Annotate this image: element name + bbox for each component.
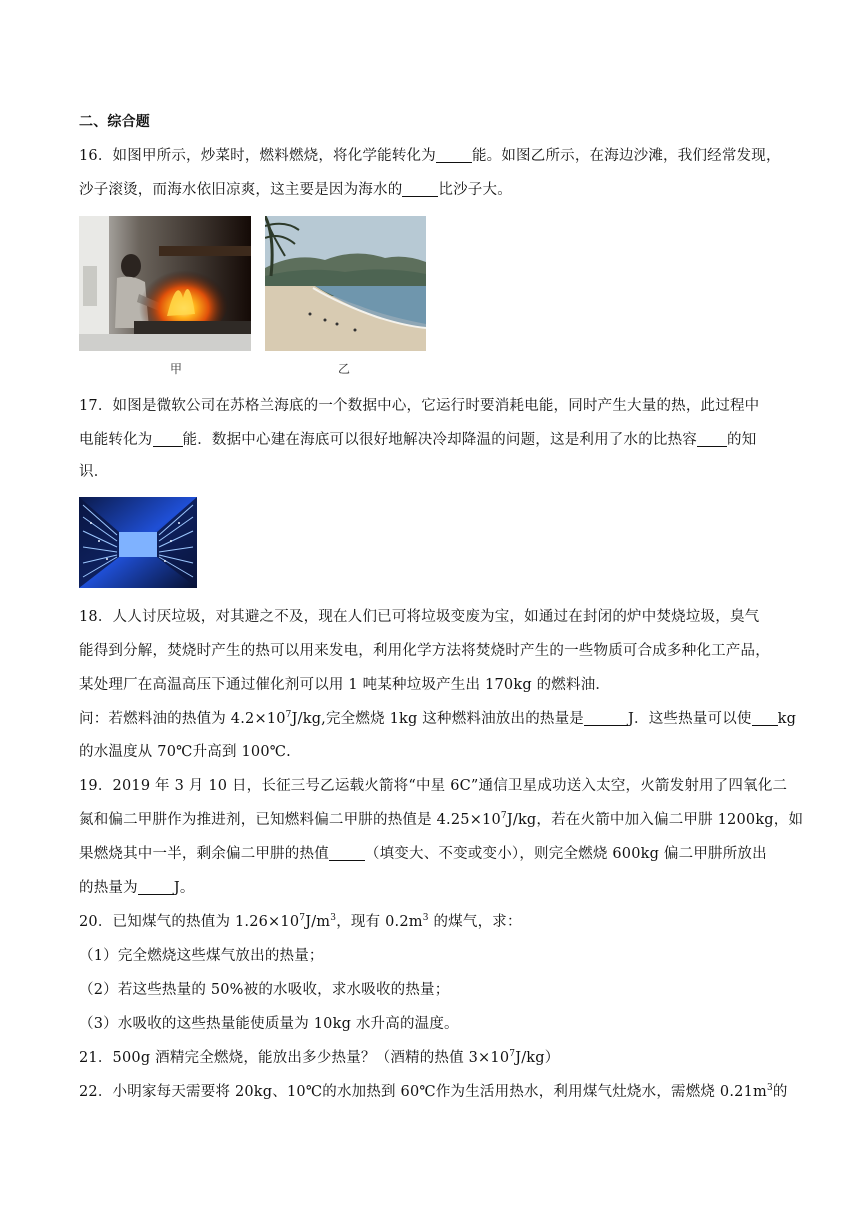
data-center-photo — [79, 497, 197, 588]
q16-line-1: 16．如图甲所示，炒菜时，燃料燃烧，将化学能转化为 能。如图乙所示，在海边沙滩，我们经常发现， — [79, 148, 781, 164]
q21-line-1: 21．500g 酒精完全燃烧，能放出多少热量？（酒精的热值 $3\times 10^7J/kg$） — [79, 1049, 560, 1066]
answer-blank — [752, 711, 778, 726]
q19-line-4: 的热量为 J。 — [79, 880, 195, 896]
caption-a: 甲 — [169, 362, 182, 376]
q16-line-2: 沙子滚烫，而海水依旧凉爽，这主要是因为海水的 比沙子大。 — [79, 182, 512, 198]
q20-line-1: 20．已知煤气的热值为 $1.26\times 10^7J/m^3$，现有 $0.2m^3$ 的煤气，求： — [79, 913, 522, 930]
answer-blank — [584, 711, 628, 726]
q17-line-2: 电能转化为 能．数据中心建在海底可以很好地解决冷却降温的问题，这是利用了水的比热容 的知 — [79, 432, 757, 448]
q17-line-1: 17．如图是微软公司在苏格兰海底的一个数据中心，它运行时要消耗电能，同时产生大量的热，此过程中 — [79, 398, 760, 414]
q18-line-3: 某处理厂在高温高压下通过催化剂可以用 1 吨某种垃圾产生出 170kg 的燃料油． — [79, 677, 611, 693]
beach-photo — [265, 216, 426, 351]
q22-line-1: 22．小明家每天需要将 20kg、10℃的水加热到 60℃作为生活用热水，利用煤气灶烧水，需燃烧 $0.21m^3$的 — [79, 1083, 788, 1100]
cooking-fire-photo — [79, 216, 251, 351]
section-title: 二、综合题 — [79, 114, 150, 130]
q19-line-3: 果燃烧其中一半，剩余偏二甲肼的热值 （填变大、不变或变小），则完全燃烧 600kg 偏二甲肼所放出 — [79, 846, 767, 862]
q17-line-3: 识． — [79, 464, 109, 480]
q18-line-5: 的水温度从 70℃升高到 100℃. — [79, 744, 291, 760]
q19-line-2: 氮和偏二甲肼作为推进剂，已知燃料偏二甲肼的热值是 $4.25\times 10^7J/kg$，若在火箭中加入偏二甲肼 1200kg，如 — [79, 811, 804, 828]
caption-b: 乙 — [337, 362, 350, 376]
answer-blank — [138, 880, 174, 895]
q18-line-1: 18．人人讨厌垃圾，对其避之不及，现在人们已可将垃圾变废为宝，如通过在封闭的炉中焚烧垃圾，臭气 — [79, 609, 760, 625]
answer-blank — [402, 182, 438, 197]
q20-sub-3: （3）水吸收的这些热量能使质量为 10kg 水升高的温度。 — [79, 1016, 459, 1032]
q19-line-1: 19．2019 年 3 月 10 日，长征三号乙运载火箭将“中星 6C”通信卫星成功送入太空，火箭发射用了四氧化二 — [79, 778, 788, 794]
q20-sub-1: （1）完全燃烧这些煤气放出的热量； — [79, 948, 324, 964]
q20-sub-2: （2）若这些热量的 50%被的水吸收，求水吸收的热量； — [79, 982, 450, 998]
q18-line-4: 问：若燃料油的热值为 $4.2\times 10^7J/kg$,完全燃烧 1kg 这种燃料油放出的热量是 J．这些热量可以使 kg — [79, 710, 797, 727]
answer-blank — [329, 846, 365, 861]
answer-blank — [436, 148, 472, 163]
answer-blank — [153, 432, 183, 447]
q18-line-2: 能得到分解，焚烧时产生的热可以用来发电，利用化学方法将焚烧时产生的一些物质可合成多种化工产品， — [79, 643, 770, 659]
answer-blank — [697, 432, 727, 447]
